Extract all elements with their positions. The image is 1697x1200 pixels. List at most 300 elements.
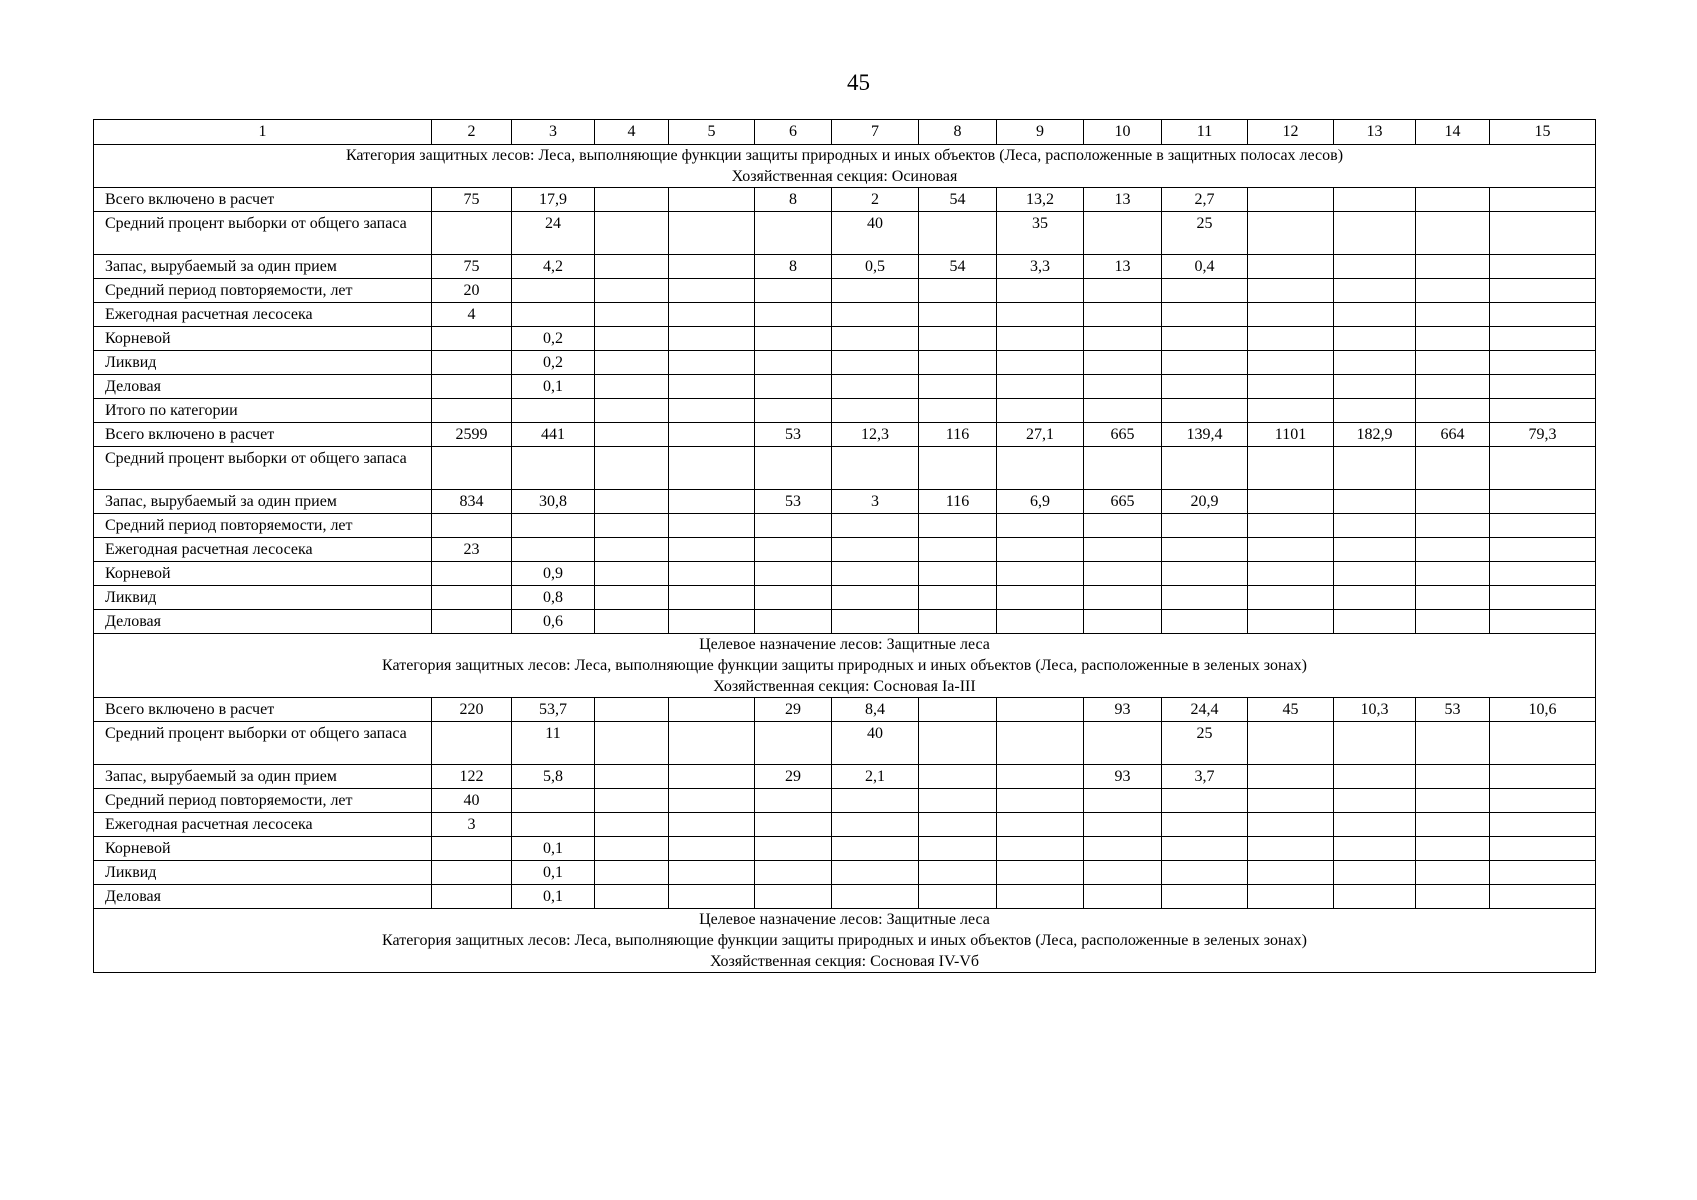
table-cell [1162, 279, 1248, 303]
table-cell: 0,1 [512, 861, 595, 885]
table-row [94, 375, 1596, 399]
table-cell [1084, 399, 1162, 423]
table-cell [1084, 610, 1162, 634]
table-cell [755, 212, 832, 255]
table-cell [832, 885, 919, 909]
table-cell [997, 538, 1084, 562]
table-cell [432, 212, 512, 255]
table-cell [669, 399, 755, 423]
table-cell [1416, 303, 1490, 327]
table-cell [832, 514, 919, 538]
table-cell [432, 399, 512, 423]
table-cell [432, 610, 512, 634]
table-cell: 93 [1084, 698, 1162, 722]
table-cell [755, 279, 832, 303]
table-cell [595, 279, 669, 303]
table-cell [595, 375, 669, 399]
table-cell: 116 [919, 490, 997, 514]
table-cell: 10,6 [1490, 698, 1596, 722]
table-cell: 35 [997, 212, 1084, 255]
table-cell [1334, 813, 1416, 837]
table-cell: 10,3 [1334, 698, 1416, 722]
table-cell: 13,2 [997, 188, 1084, 212]
table-cell: 3,7 [1162, 765, 1248, 789]
table-cell [1416, 375, 1490, 399]
table-cell [1248, 562, 1334, 586]
table-cell: 25 [1162, 212, 1248, 255]
table-cell [1334, 375, 1416, 399]
table-cell [669, 279, 755, 303]
column-number: 7 [832, 120, 919, 145]
table-cell [1334, 188, 1416, 212]
table-cell [512, 538, 595, 562]
section-header [94, 909, 1596, 973]
table-cell [1248, 490, 1334, 514]
table-cell: 54 [919, 188, 997, 212]
table-cell [669, 351, 755, 375]
row-label: Всего включено в расчет [94, 188, 432, 212]
table-cell: 8,4 [832, 698, 919, 722]
table-row [94, 562, 1596, 586]
table-cell: 25 [1162, 722, 1248, 765]
table-cell [1248, 885, 1334, 909]
table-cell [1416, 447, 1490, 490]
table-cell [595, 351, 669, 375]
table-cell [669, 562, 755, 586]
table-cell [669, 327, 755, 351]
column-number: 1 [94, 120, 432, 145]
table-row [94, 303, 1596, 327]
table-cell [669, 698, 755, 722]
table-cell [755, 789, 832, 813]
table-cell [832, 586, 919, 610]
table-cell [919, 399, 997, 423]
table-row [94, 327, 1596, 351]
table-cell [595, 885, 669, 909]
table-cell [1334, 303, 1416, 327]
table-cell: 182,9 [1334, 423, 1416, 447]
table-cell [997, 514, 1084, 538]
table-row [94, 538, 1596, 562]
table-cell [1490, 789, 1596, 813]
row-label: Средний период повторяемости, лет [94, 279, 432, 303]
table-cell [997, 765, 1084, 789]
table-cell [1416, 586, 1490, 610]
table-cell [1416, 279, 1490, 303]
table-cell [1416, 562, 1490, 586]
row-label: Запас, вырубаемый за один прием [94, 255, 432, 279]
table-cell: 0,9 [512, 562, 595, 586]
table-cell [669, 514, 755, 538]
table-cell [755, 303, 832, 327]
table-cell [1490, 279, 1596, 303]
table-cell [669, 212, 755, 255]
table-cell [595, 538, 669, 562]
table-cell: 4,2 [512, 255, 595, 279]
table-cell [919, 722, 997, 765]
table-cell [755, 562, 832, 586]
table-cell [1084, 447, 1162, 490]
table-cell [1416, 538, 1490, 562]
row-label: Ликвид [94, 861, 432, 885]
table-cell [1084, 375, 1162, 399]
row-label: Деловая [94, 610, 432, 634]
table-cell [1490, 375, 1596, 399]
table-cell [669, 765, 755, 789]
row-label: Средний период повторяемости, лет [94, 789, 432, 813]
row-label: Запас, вырубаемый за один прием [94, 490, 432, 514]
section-header-line: Целевое назначение лесов: Защитные леса [699, 636, 990, 653]
table-cell [1490, 303, 1596, 327]
table-cell: 0,1 [512, 375, 595, 399]
row-label: Ежегодная расчетная лесосека [94, 813, 432, 837]
table-cell [1334, 514, 1416, 538]
table-cell [832, 837, 919, 861]
table-cell [832, 562, 919, 586]
table-cell [1162, 447, 1248, 490]
table-cell: 220 [432, 698, 512, 722]
table-cell [512, 303, 595, 327]
table-cell [755, 722, 832, 765]
table-cell [669, 885, 755, 909]
table-cell [1416, 351, 1490, 375]
table-cell [997, 698, 1084, 722]
table-cell [1248, 399, 1334, 423]
table-cell [595, 327, 669, 351]
table-cell [919, 789, 997, 813]
table-cell [755, 447, 832, 490]
table-row [94, 885, 1596, 909]
table-cell [1084, 861, 1162, 885]
table-cell [1334, 538, 1416, 562]
table-cell [919, 303, 997, 327]
table-cell: 116 [919, 423, 997, 447]
column-number: 4 [595, 120, 669, 145]
table-cell [1490, 722, 1596, 765]
table-cell [997, 586, 1084, 610]
table-cell [595, 813, 669, 837]
table-cell [755, 327, 832, 351]
table-cell [919, 885, 997, 909]
row-label: Корневой [94, 562, 432, 586]
column-number: 10 [1084, 120, 1162, 145]
table-cell: 2599 [432, 423, 512, 447]
row-label: Корневой [94, 837, 432, 861]
table-cell: 0,4 [1162, 255, 1248, 279]
section-header-row [94, 145, 1596, 188]
table-cell [432, 837, 512, 861]
table-cell [1490, 765, 1596, 789]
table-cell [1248, 789, 1334, 813]
table-cell [595, 698, 669, 722]
table-cell: 20 [432, 279, 512, 303]
column-number: 12 [1248, 120, 1334, 145]
table-cell [432, 327, 512, 351]
table-cell [669, 610, 755, 634]
table-cell [1416, 885, 1490, 909]
table-cell [832, 861, 919, 885]
table-cell [1084, 837, 1162, 861]
table-cell [832, 327, 919, 351]
table-cell [1490, 885, 1596, 909]
table-cell: 3 [832, 490, 919, 514]
table-cell [1162, 586, 1248, 610]
table-cell [595, 188, 669, 212]
section-header-line: Хозяйственная секция: Сосновая IV-Vб [709, 953, 980, 970]
table-cell [1416, 327, 1490, 351]
table-cell [832, 447, 919, 490]
table-cell [1334, 351, 1416, 375]
table-cell [595, 837, 669, 861]
table-cell [1084, 586, 1162, 610]
table-cell: 122 [432, 765, 512, 789]
table-row [94, 765, 1596, 789]
table-cell [1162, 399, 1248, 423]
table-cell [997, 722, 1084, 765]
table-cell [1334, 765, 1416, 789]
table-cell [997, 279, 1084, 303]
table-cell: 665 [1084, 490, 1162, 514]
table-cell [997, 813, 1084, 837]
table-cell [1248, 586, 1334, 610]
table-cell [432, 447, 512, 490]
table-cell: 665 [1084, 423, 1162, 447]
table-cell [1248, 351, 1334, 375]
table-cell [1490, 351, 1596, 375]
table-cell: 17,9 [512, 188, 595, 212]
section-header-line: Хозяйственная секция: Осиновая [731, 168, 958, 185]
table-cell: 139,4 [1162, 423, 1248, 447]
table-cell: 40 [432, 789, 512, 813]
table-cell [832, 279, 919, 303]
table-cell [1490, 861, 1596, 885]
table-cell [1416, 212, 1490, 255]
table-cell [997, 351, 1084, 375]
table-cell [1162, 351, 1248, 375]
table-cell: 27,1 [997, 423, 1084, 447]
table-cell [997, 303, 1084, 327]
table-cell [1490, 188, 1596, 212]
table-cell [919, 610, 997, 634]
table-cell [1084, 303, 1162, 327]
table-row [94, 188, 1596, 212]
table-cell [919, 562, 997, 586]
row-label: Средний процент выборки от общего запаса [94, 447, 432, 490]
table-cell [919, 447, 997, 490]
table-cell [997, 562, 1084, 586]
table-cell [1490, 562, 1596, 586]
table-cell: 2 [832, 188, 919, 212]
table-cell: 11 [512, 722, 595, 765]
row-label: Всего включено в расчет [94, 423, 432, 447]
table-cell [595, 722, 669, 765]
table-cell: 54 [919, 255, 997, 279]
table-cell [1334, 861, 1416, 885]
row-label: Деловая [94, 885, 432, 909]
table-cell [1248, 188, 1334, 212]
table-row [94, 399, 1596, 423]
table-cell [997, 837, 1084, 861]
table-row [94, 212, 1596, 255]
row-label: Ежегодная расчетная лесосека [94, 303, 432, 327]
row-label: Средний процент выборки от общего запаса [94, 212, 432, 255]
table-cell [1334, 490, 1416, 514]
table-cell [1248, 722, 1334, 765]
table-cell [1416, 837, 1490, 861]
table-cell [669, 586, 755, 610]
table-cell [669, 375, 755, 399]
table-cell [1490, 586, 1596, 610]
table-cell [1248, 303, 1334, 327]
table-cell [1416, 255, 1490, 279]
table-cell [1490, 327, 1596, 351]
section-header-line: Категория защитных лесов: Леса, выполняющие функции защиты природных и иных объектов (Леса, расположенные в зеленых зонах) [382, 932, 1307, 949]
table-cell: 40 [832, 212, 919, 255]
table-cell: 3 [432, 813, 512, 837]
column-number: 5 [669, 120, 755, 145]
table-cell [669, 303, 755, 327]
table-cell [1084, 813, 1162, 837]
table-cell [432, 586, 512, 610]
table-cell [1084, 279, 1162, 303]
table-cell [919, 765, 997, 789]
table-row [94, 698, 1596, 722]
table-cell [512, 447, 595, 490]
table-cell [997, 610, 1084, 634]
table-cell [919, 837, 997, 861]
table-cell: 441 [512, 423, 595, 447]
section-header-line: Категория защитных лесов: Леса, выполняющие функции защиты природных и иных объектов (Леса, расположенные в зеленых зонах) [382, 657, 1307, 674]
table-cell [1334, 399, 1416, 423]
table-cell [832, 399, 919, 423]
table-cell [595, 765, 669, 789]
table-cell [669, 188, 755, 212]
table-cell [755, 514, 832, 538]
column-number: 11 [1162, 120, 1248, 145]
table-cell: 24,4 [1162, 698, 1248, 722]
table-cell [1416, 610, 1490, 634]
table-cell [1162, 885, 1248, 909]
table-cell [1334, 789, 1416, 813]
table-cell [1084, 514, 1162, 538]
table-cell [1084, 789, 1162, 813]
table-cell [1162, 375, 1248, 399]
table-cell [919, 538, 997, 562]
table-cell [1334, 212, 1416, 255]
section-header-line: Целевое назначение лесов: Защитные леса [699, 911, 990, 928]
table-cell [595, 423, 669, 447]
table-cell [1084, 351, 1162, 375]
table-cell: 1101 [1248, 423, 1334, 447]
table-cell [832, 375, 919, 399]
table-cell: 0,8 [512, 586, 595, 610]
table-cell [919, 698, 997, 722]
table-cell [832, 351, 919, 375]
table-cell [1334, 586, 1416, 610]
table-cell [1334, 562, 1416, 586]
table-cell [432, 722, 512, 765]
table-cell [432, 351, 512, 375]
table-cell: 0,1 [512, 837, 595, 861]
table-cell [1490, 447, 1596, 490]
table-cell: 0,2 [512, 351, 595, 375]
table-cell: 24 [512, 212, 595, 255]
table-cell [997, 789, 1084, 813]
table-cell [755, 837, 832, 861]
table-cell [1334, 837, 1416, 861]
table-cell [595, 447, 669, 490]
table-cell: 75 [432, 188, 512, 212]
table-cell [595, 490, 669, 514]
table-cell [755, 861, 832, 885]
column-number: 2 [432, 120, 512, 145]
table-cell [755, 538, 832, 562]
table-cell [432, 562, 512, 586]
row-label: Корневой [94, 327, 432, 351]
table-cell [1162, 538, 1248, 562]
section-header [94, 145, 1596, 188]
table-cell [1416, 813, 1490, 837]
table-cell: 75 [432, 255, 512, 279]
column-number: 13 [1334, 120, 1416, 145]
row-label: Ликвид [94, 586, 432, 610]
table-cell [1490, 538, 1596, 562]
table-cell: 53,7 [512, 698, 595, 722]
table-cell: 23 [432, 538, 512, 562]
table-cell [1248, 255, 1334, 279]
table-cell: 4 [432, 303, 512, 327]
table-cell [997, 861, 1084, 885]
table-row [94, 447, 1596, 490]
table-cell [512, 279, 595, 303]
table-cell [1416, 789, 1490, 813]
section-header-line: Хозяйственная секция: Сосновая Iа-III [713, 678, 976, 695]
table-cell [1416, 490, 1490, 514]
table-cell [1248, 327, 1334, 351]
table-cell [595, 303, 669, 327]
table-row [94, 722, 1596, 765]
table-cell: 20,9 [1162, 490, 1248, 514]
table-cell [595, 399, 669, 423]
row-label: Ежегодная расчетная лесосека [94, 538, 432, 562]
table-cell [1162, 610, 1248, 634]
table-cell [432, 861, 512, 885]
table-cell: 93 [1084, 765, 1162, 789]
table-cell [1084, 722, 1162, 765]
table-cell [1162, 327, 1248, 351]
table-cell: 40 [832, 722, 919, 765]
table-cell: 8 [755, 188, 832, 212]
table-cell [1162, 514, 1248, 538]
table-cell: 6,9 [997, 490, 1084, 514]
table-cell [669, 837, 755, 861]
column-number: 14 [1416, 120, 1490, 145]
table-cell: 0,2 [512, 327, 595, 351]
table-cell: 29 [755, 698, 832, 722]
section-header-row [94, 634, 1596, 698]
table-cell [1162, 562, 1248, 586]
table-cell [919, 351, 997, 375]
table-cell [755, 813, 832, 837]
table-cell: 45 [1248, 698, 1334, 722]
table-cell: 53 [755, 490, 832, 514]
table-cell [755, 610, 832, 634]
column-number: 6 [755, 120, 832, 145]
table-cell [1162, 789, 1248, 813]
table-cell [1490, 212, 1596, 255]
table-cell [1490, 490, 1596, 514]
row-label: Деловая [94, 375, 432, 399]
